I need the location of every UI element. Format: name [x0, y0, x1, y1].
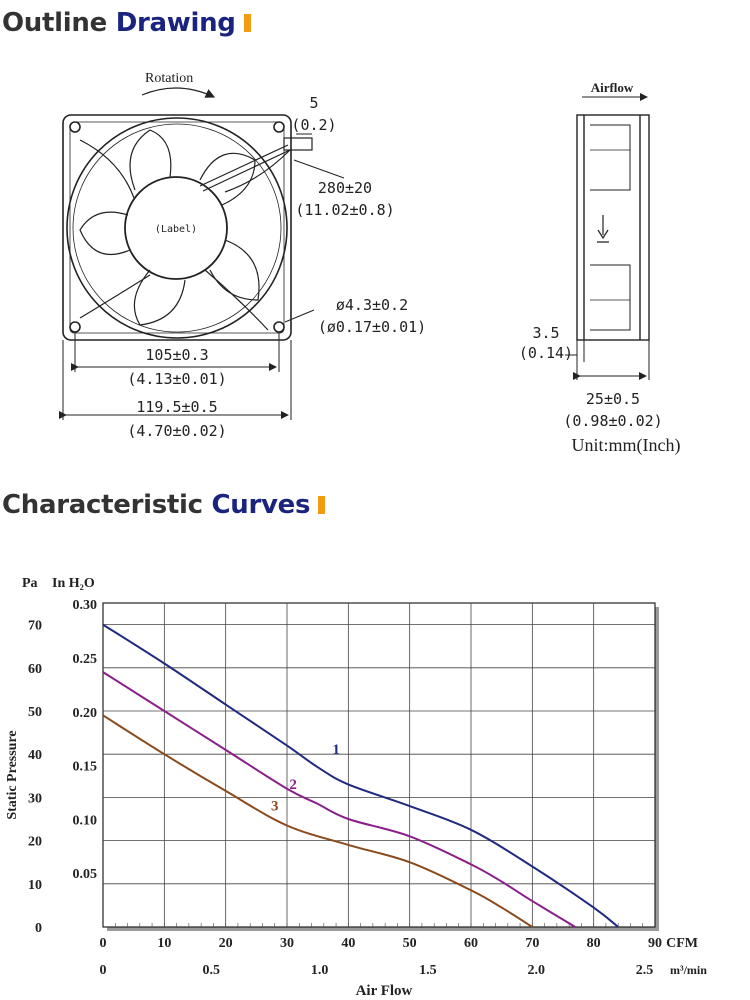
x-tick-m3min: 2.5	[635, 963, 654, 978]
rotation-label: Rotation	[145, 71, 194, 86]
title-word-drawing: Drawing	[115, 8, 236, 38]
frame-size-dim-inch: (4.70±0.02)	[127, 422, 227, 440]
x-tick-m3min: 1.5	[419, 963, 437, 978]
x-axis-label: Air Flow	[355, 983, 413, 999]
x-tick-m3min: 2.0	[527, 963, 545, 978]
y-tick-pa: 0	[35, 921, 42, 936]
lead-gap-dim: 5	[309, 94, 319, 112]
series-label-3: 3	[270, 798, 279, 815]
airflow-label: Airflow	[590, 80, 634, 95]
x-tick-cfm: 10	[157, 936, 172, 951]
y-tick-pa: 40	[28, 748, 42, 764]
x-tick-cfm: 30	[280, 936, 294, 951]
x-tick-m3min: 0	[99, 963, 107, 978]
series-label-2: 2	[289, 776, 297, 793]
y-tick-pa: 10	[28, 877, 42, 893]
y-tick-pa: 70	[28, 618, 42, 634]
y-tick-inh2o: 0.20	[72, 705, 97, 721]
x-tick-cfm: 50	[402, 936, 417, 951]
lead-length-dim-inch: (11.02±0.8)	[295, 201, 395, 219]
flange-dim-inch: (0.14)	[518, 344, 574, 362]
x-unit-cfm: CFM	[666, 936, 698, 951]
hole-spacing-dim: 105±0.3	[145, 346, 209, 364]
flange-dim: 3.5	[532, 324, 560, 342]
x-tick-cfm: 20	[218, 936, 233, 951]
frame-size-dim: 119.5±0.5	[136, 398, 218, 416]
y-unit-inh2o: In H₂O	[52, 576, 95, 591]
y-tick-inh2o: 0.10	[72, 813, 97, 829]
title-word-curves: Curves	[211, 490, 311, 520]
x-tick-cfm: 90	[648, 936, 662, 951]
depth-dim-inch: (0.98±0.02)	[563, 412, 663, 430]
y-unit-pa: Pa	[22, 576, 38, 591]
x-tick-cfm: 0	[99, 936, 107, 951]
title-word-characteristic: Characteristic	[2, 490, 203, 520]
y-tick-pa: 30	[28, 791, 42, 807]
hole-diameter-dim-inch: (ø0.17±0.01)	[317, 318, 427, 336]
x-unit-m3min: m³/min	[670, 963, 707, 977]
x-tick-cfm: 80	[586, 936, 601, 951]
lead-gap-dim-inch: (0.2)	[291, 116, 337, 134]
fan-label: (Label)	[154, 224, 198, 235]
unit-note: Unit:mm(Inch)	[571, 435, 681, 455]
x-tick-cfm: 70	[525, 936, 540, 951]
lead-length-dim: 280±20	[317, 179, 373, 197]
plot-area	[103, 603, 655, 927]
x-tick-m3min: 1.0	[310, 963, 329, 978]
x-tick-cfm: 40	[341, 936, 356, 951]
x-tick-m3min: 0.5	[202, 963, 221, 978]
title-word-outline: Outline	[2, 8, 107, 38]
series-label-1: 1	[332, 742, 340, 759]
y-tick-pa: 50	[28, 705, 42, 720]
y-tick-pa: 60	[28, 661, 42, 677]
y-tick-inh2o: 0.15	[72, 759, 97, 775]
y-tick-inh2o: 0.05	[72, 867, 97, 883]
y-tick-pa: 20	[28, 834, 42, 850]
x-tick-cfm: 60	[464, 936, 478, 951]
hole-spacing-dim-inch: (4.13±0.01)	[127, 370, 227, 388]
hole-diameter-dim: ø4.3±0.2	[335, 296, 409, 314]
y-tick-inh2o: 0.30	[72, 598, 97, 614]
depth-dim: 25±0.5	[585, 390, 641, 408]
y-axis-label: Static Pressure	[5, 730, 20, 820]
y-tick-inh2o: 0.25	[72, 651, 97, 667]
